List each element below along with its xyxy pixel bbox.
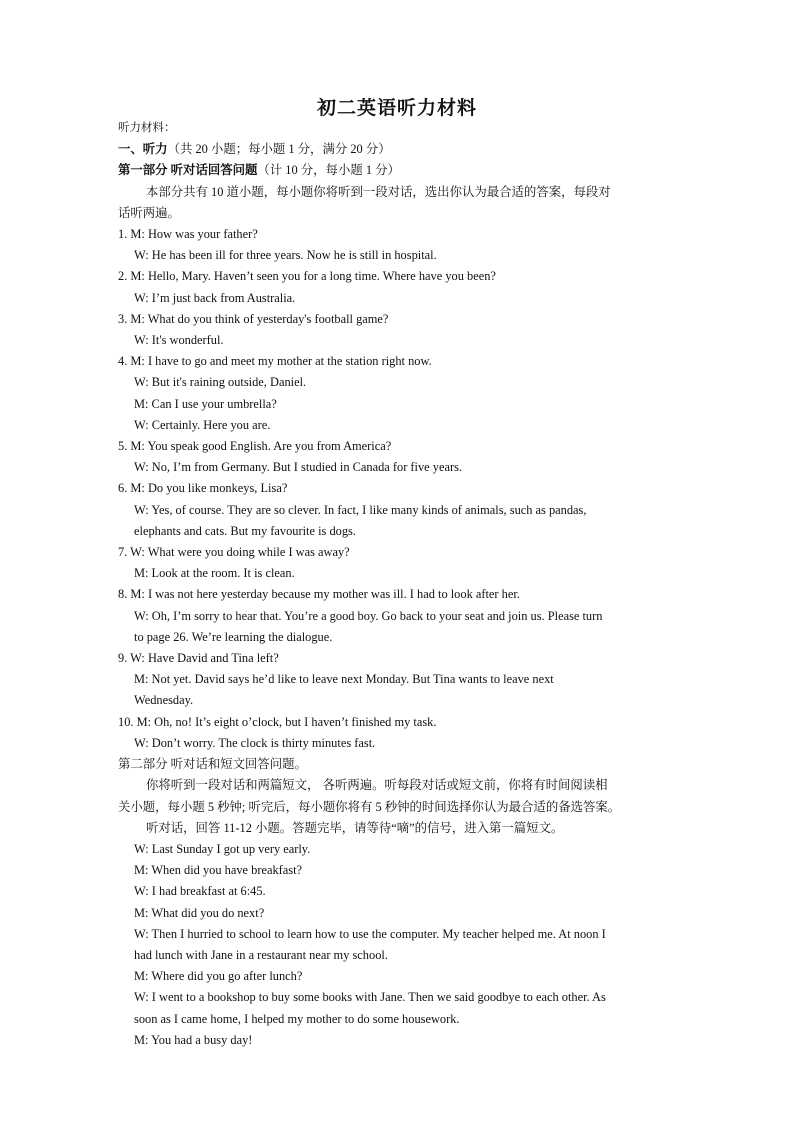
part1-heading [118, 160, 678, 181]
part2-instruction: 你将听到一段对话和两篇短文， 各听两遍。听每段对话或短文前，你将有时间阅读相 [146, 778, 608, 793]
dialogue-line-cont: soon as I came home, I helped my mother to do some housework. [134, 1011, 460, 1026]
question-9-reply: M: Not yet. David says he’d like to leave next Monday. But Tina wants to leave next [134, 672, 554, 687]
part2-instruction-cont: 关小题，每小题 5 秒钟; 听完后，每小题你将有 5 秒钟的时间选择你认为最合适的备选答案。 [118, 799, 621, 814]
question-4-line-3: M: Can I use your umbrella? [134, 396, 277, 411]
question-10: 10. M: Oh, no! It’s eight o’clock, but I haven’t finished my task. [118, 714, 437, 729]
dialogue-line: M: Where did you go after lunch? [134, 969, 303, 984]
document-title: 初二英语听力材料 [316, 98, 477, 119]
part2-instruction-dialogue: 听对话，回答 11-12 小题。答题完毕，请等待“嘀”的信号，进入第一篇短文。 [146, 820, 564, 835]
question-1: 1. M: How was your father? [118, 227, 258, 242]
question-2-reply: W: I’m just back from Australia. [134, 290, 296, 305]
part2-heading: 第二部分 听对话和短文回答问题。 [118, 757, 307, 772]
part1-heading-rest: （计 10 分，每小题 1 分） [257, 163, 400, 178]
question-3: 3. M: What do you think of yesterday's football game? [118, 311, 389, 326]
question-5-reply: W: No, I’m from Germany. But I studied in Canada for five years. [134, 460, 463, 475]
question-7-reply: M: Look at the room. It is clean. [134, 566, 295, 581]
question-4-line-4: W: Certainly. Here you are. [134, 417, 271, 432]
dialogue-line: W: I had breakfast at 6:45. [134, 884, 266, 899]
dialogue-line: M: You had a busy day! [134, 1032, 253, 1047]
subtitle: 听力材料： [118, 122, 176, 134]
dialogue-line-cont: had lunch with Jane in a restaurant near my school. [134, 947, 388, 962]
document-body [118, 118, 678, 1051]
section-heading-rest: （共 20 小题；每小题 1 分，满分 20 分） [167, 142, 391, 157]
question-6: 6. M: Do you like monkeys, Lisa? [118, 481, 288, 496]
part1-instruction-cont: 话听两遍。 [118, 205, 180, 220]
part1-instruction: 本部分共有 10 道小题，每小题你将听到一段对话，选出你认为最合适的答案，每段对 [146, 184, 611, 199]
question-5: 5. M: You speak good English. Are you from America? [118, 439, 392, 454]
question-8-reply: W: Oh, I’m sorry to hear that. You’re a good boy. Go back to your seat and join us. Please turn [134, 608, 603, 623]
question-9-reply-cont: Wednesday. [134, 693, 194, 708]
question-8-reply-cont: to page 26. We’re learning the dialogue. [134, 629, 333, 644]
question-7: 7. W: What were you doing while I was away? [118, 545, 350, 560]
part1-heading-bold: 第一部分 听对话回答问题 [118, 163, 258, 178]
dialogue-line: W: Then I hurried to school to learn how to use the computer. My teacher helped me. At noon I [134, 926, 606, 941]
question-4-line-2: W: But it's raining outside, Daniel. [134, 375, 307, 390]
question-8: 8. M: I was not here yesterday because my mother was ill. I had to look after her. [118, 587, 520, 602]
dialogue-line: W: Last Sunday I got up very early. [134, 841, 311, 856]
dialogue-line: M: What did you do next? [134, 905, 265, 920]
dialogue-line: W: I went to a bookshop to buy some books with Jane. Then we said goodbye to each other. As [134, 990, 606, 1005]
section-heading-bold: 一、听力 [118, 142, 168, 157]
section-heading [118, 139, 678, 160]
question-6-reply-cont: elephants and cats. But my favourite is dogs. [134, 523, 356, 538]
question-10-reply: W: Don’t worry. The clock is thirty minutes fast. [134, 735, 376, 750]
question-1-reply: W: He has been ill for three years. Now he is still in hospital. [134, 248, 437, 263]
dialogue-line: M: When did you have breakfast? [134, 863, 303, 878]
question-2: 2. M: Hello, Mary. Haven’t seen you for a long time. Where have you been? [118, 269, 496, 284]
question-6-reply: W: Yes, of course. They are so clever. In fact, I like many kinds of animals, such as pandas, [134, 502, 587, 517]
question-3-reply: W: It's wonderful. [134, 333, 224, 348]
question-9: 9. W: Have David and Tina left? [118, 651, 279, 666]
question-4: 4. M: I have to go and meet my mother at the station right now. [118, 354, 432, 369]
